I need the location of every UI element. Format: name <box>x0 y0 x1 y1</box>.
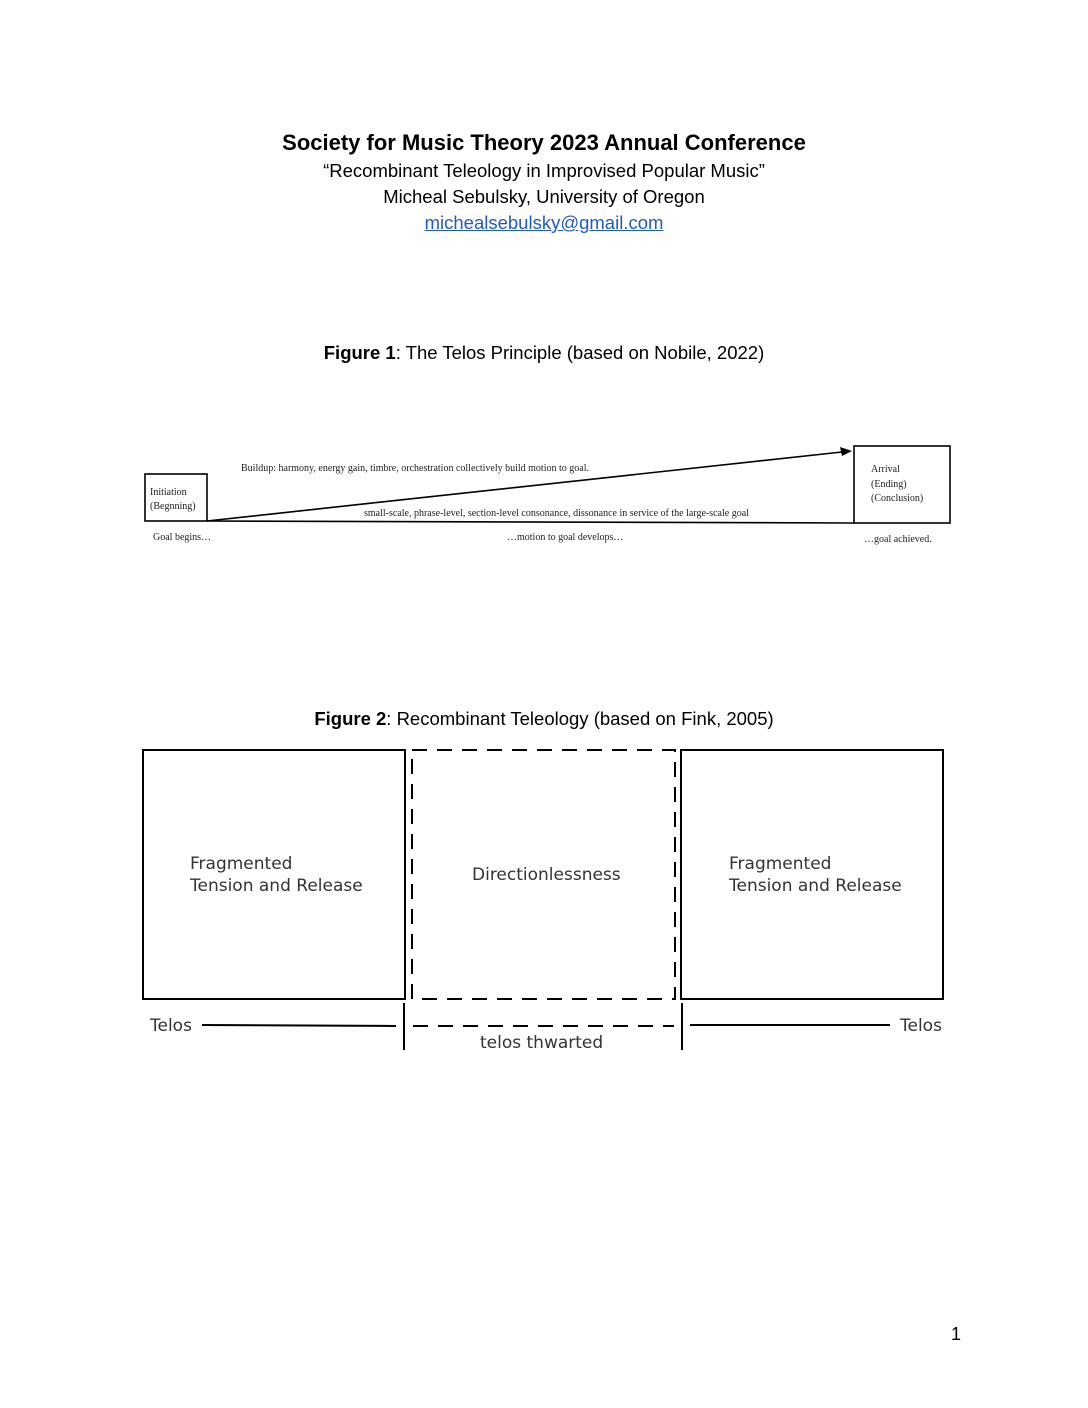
telos-thwarted-label: telos thwarted <box>480 1033 604 1053</box>
left-box-line-1: Fragmented <box>190 854 293 874</box>
author-line: Micheal Sebulsky, University of Oregon <box>383 186 705 207</box>
right-fragment-box <box>681 750 943 999</box>
beginning-label: (Begnning) <box>150 501 196 512</box>
goal-begins-text: Goal begins… <box>153 532 212 543</box>
initiation-label: Initiation <box>150 487 187 498</box>
buildup-arrowhead <box>840 447 852 456</box>
left-fragment-box <box>143 750 405 999</box>
figure-2-label: Figure 2 <box>314 708 387 729</box>
telos-left-label: Telos <box>150 1016 192 1036</box>
email-link[interactable]: michealsebulsky@gmail.com <box>424 212 664 233</box>
telos-left-line <box>202 1025 396 1026</box>
talk-title: “Recombinant Teleology in Improvised Popular Music” <box>323 160 765 181</box>
motion-develops-text: …motion to goal develops… <box>507 532 624 543</box>
conference-title: Society for Music Theory 2023 Annual Conference <box>282 130 806 155</box>
figure-2-diagram <box>143 750 943 1053</box>
figure-1-caption-text: : The Telos Principle (based on Nobile, 2022) <box>395 342 765 363</box>
conclusion-label: (Conclusion) <box>871 493 924 504</box>
page-number: 1 <box>950 1324 961 1344</box>
right-box-line-1: Fragmented <box>729 854 832 874</box>
ending-label: (Ending) <box>871 479 907 490</box>
baseline-line <box>207 521 854 523</box>
arrival-label: Arrival <box>871 464 900 475</box>
figure-1-label: Figure 1 <box>323 342 396 363</box>
buildup-text: Buildup: harmony, energy gain, timbre, orchestration collectively build motion to goal. <box>241 463 589 474</box>
figure-2-caption <box>0 708 1088 730</box>
consonance-text: small-scale, phrase-level, section-level consonance, dissonance in service of the large-scale goal <box>364 508 749 519</box>
right-box-line-2: Tension and Release <box>729 876 902 896</box>
figure-1-diagram <box>145 446 950 545</box>
telos-right-label: Telos <box>900 1016 942 1036</box>
directionlessness-label: Directionlessness <box>472 865 621 885</box>
left-box-line-2: Tension and Release <box>190 876 363 896</box>
figure-2-caption-text: : Recombinant Teleology (based on Fink, 2005) <box>386 708 774 729</box>
goal-achieved-text: …goal achieved. <box>864 534 932 545</box>
